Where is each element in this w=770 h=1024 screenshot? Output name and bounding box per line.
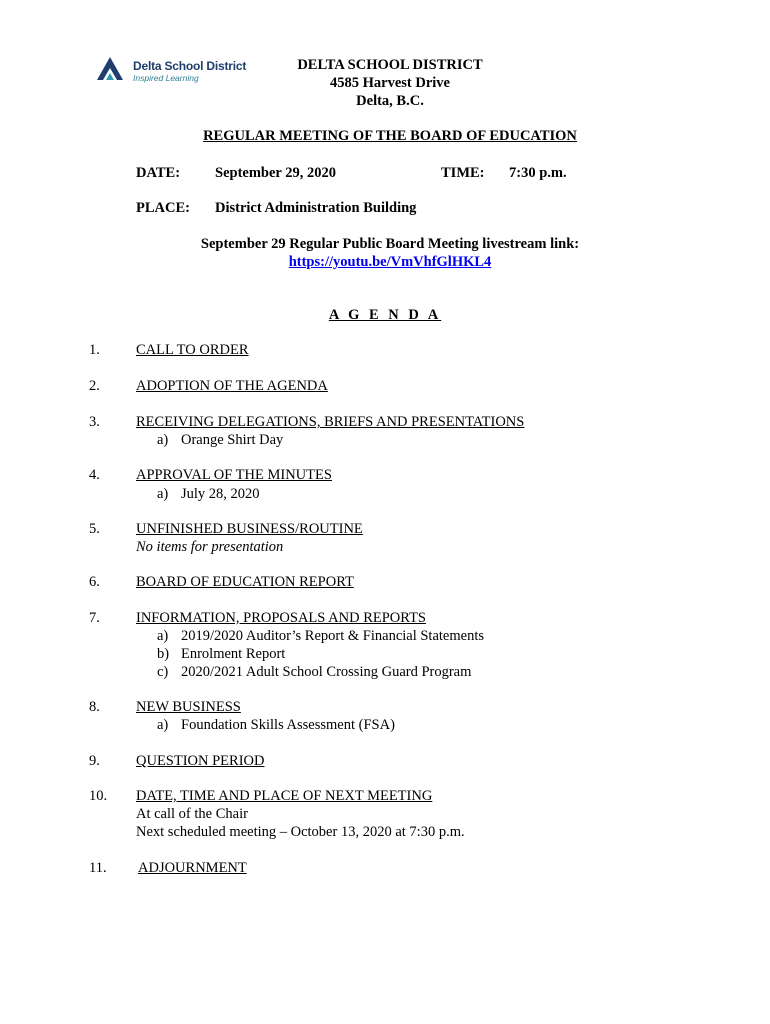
subitem-text: 2020/2021 Adult School Crossing Guard Program	[181, 664, 472, 680]
agenda-subitem	[157, 664, 471, 681]
agenda-item-number: 11.	[89, 860, 107, 876]
district-name: DELTA SCHOOL DISTRICT	[297, 57, 483, 73]
agenda-item-note: No items for presentation	[136, 539, 284, 555]
agenda-item-title: INFORMATION, PROPOSALS AND REPORTS	[136, 610, 426, 626]
time-value: 7:30 p.m.	[509, 165, 567, 181]
livestream-link[interactable]: https://youtu.be/VmVhfGlHKL4	[288, 254, 492, 270]
agenda-heading: A G E N D A	[328, 307, 442, 323]
subitem-marker: a)	[157, 486, 169, 502]
subitem-marker: a)	[157, 717, 169, 733]
subitem-text: 2019/2020 Auditor’s Report & Financial Statements	[181, 628, 484, 644]
agenda-item-number: 8.	[89, 699, 100, 715]
agenda-item-number: 3.	[89, 414, 100, 430]
subitem-marker: b)	[157, 646, 170, 662]
agenda-item-number: 5.	[89, 521, 100, 537]
agenda-item-number: 1.	[89, 342, 100, 358]
agenda-item-number: 7.	[89, 610, 100, 626]
agenda-subitem	[157, 486, 260, 503]
agenda-subitem	[157, 628, 484, 645]
subitem-text: July 28, 2020	[181, 486, 260, 502]
agenda-item-line: At call of the Chair	[136, 806, 248, 822]
agenda-item-title: UNFINISHED BUSINESS/ROUTINE	[136, 521, 363, 537]
livestream-text: September 29 Regular Public Board Meeting livestream link:	[200, 236, 580, 252]
agenda-item-title: APPROVAL OF THE MINUTES	[136, 467, 332, 483]
date-label: DATE:	[136, 165, 181, 181]
place-value: District Administration Building	[215, 200, 417, 216]
agenda-item-number: 4.	[89, 467, 100, 483]
logo-tagline: Inspired Learning	[133, 73, 199, 83]
agenda-item-number: 10.	[89, 788, 108, 804]
time-label: TIME:	[441, 165, 485, 181]
date-value: September 29, 2020	[215, 165, 336, 181]
meeting-title: REGULAR MEETING OF THE BOARD OF EDUCATION	[203, 128, 577, 144]
agenda-item-title: ADOPTION OF THE AGENDA	[136, 378, 328, 394]
agenda-subitem	[157, 646, 285, 663]
agenda-item-line: Next scheduled meeting – October 13, 2020 at 7:30 p.m.	[136, 824, 465, 840]
agenda-item-title: DATE, TIME AND PLACE OF NEXT MEETING	[136, 788, 433, 804]
district-city: Delta, B.C.	[356, 93, 424, 109]
subitem-text: Enrolment Report	[181, 646, 286, 662]
agenda-item-title: CALL TO ORDER	[136, 342, 249, 358]
subitem-marker: a)	[157, 628, 169, 644]
agenda-item-title: NEW BUSINESS	[136, 699, 241, 715]
agenda-item-title: ADJOURNMENT	[138, 860, 247, 876]
agenda-item-title: RECEIVING DELEGATIONS, BRIEFS AND PRESENTATIONS	[136, 414, 525, 430]
agenda-subitem	[157, 432, 283, 449]
agenda-item-title: QUESTION PERIOD	[136, 753, 265, 769]
subitem-text: Orange Shirt Day	[181, 432, 284, 448]
place-label: PLACE:	[136, 200, 190, 216]
agenda-item-number: 9.	[89, 753, 100, 769]
agenda-item-number: 6.	[89, 574, 100, 590]
district-address: 4585 Harvest Drive	[330, 75, 450, 91]
agenda-item-title: BOARD OF EDUCATION REPORT	[136, 574, 354, 590]
agenda-item-number: 2.	[89, 378, 100, 394]
subitem-marker: c)	[157, 664, 169, 680]
subitem-text: Foundation Skills Assessment (FSA)	[181, 717, 395, 733]
logo-name: Delta School District	[133, 59, 247, 73]
agenda-subitem	[157, 717, 395, 734]
subitem-marker: a)	[157, 432, 169, 448]
